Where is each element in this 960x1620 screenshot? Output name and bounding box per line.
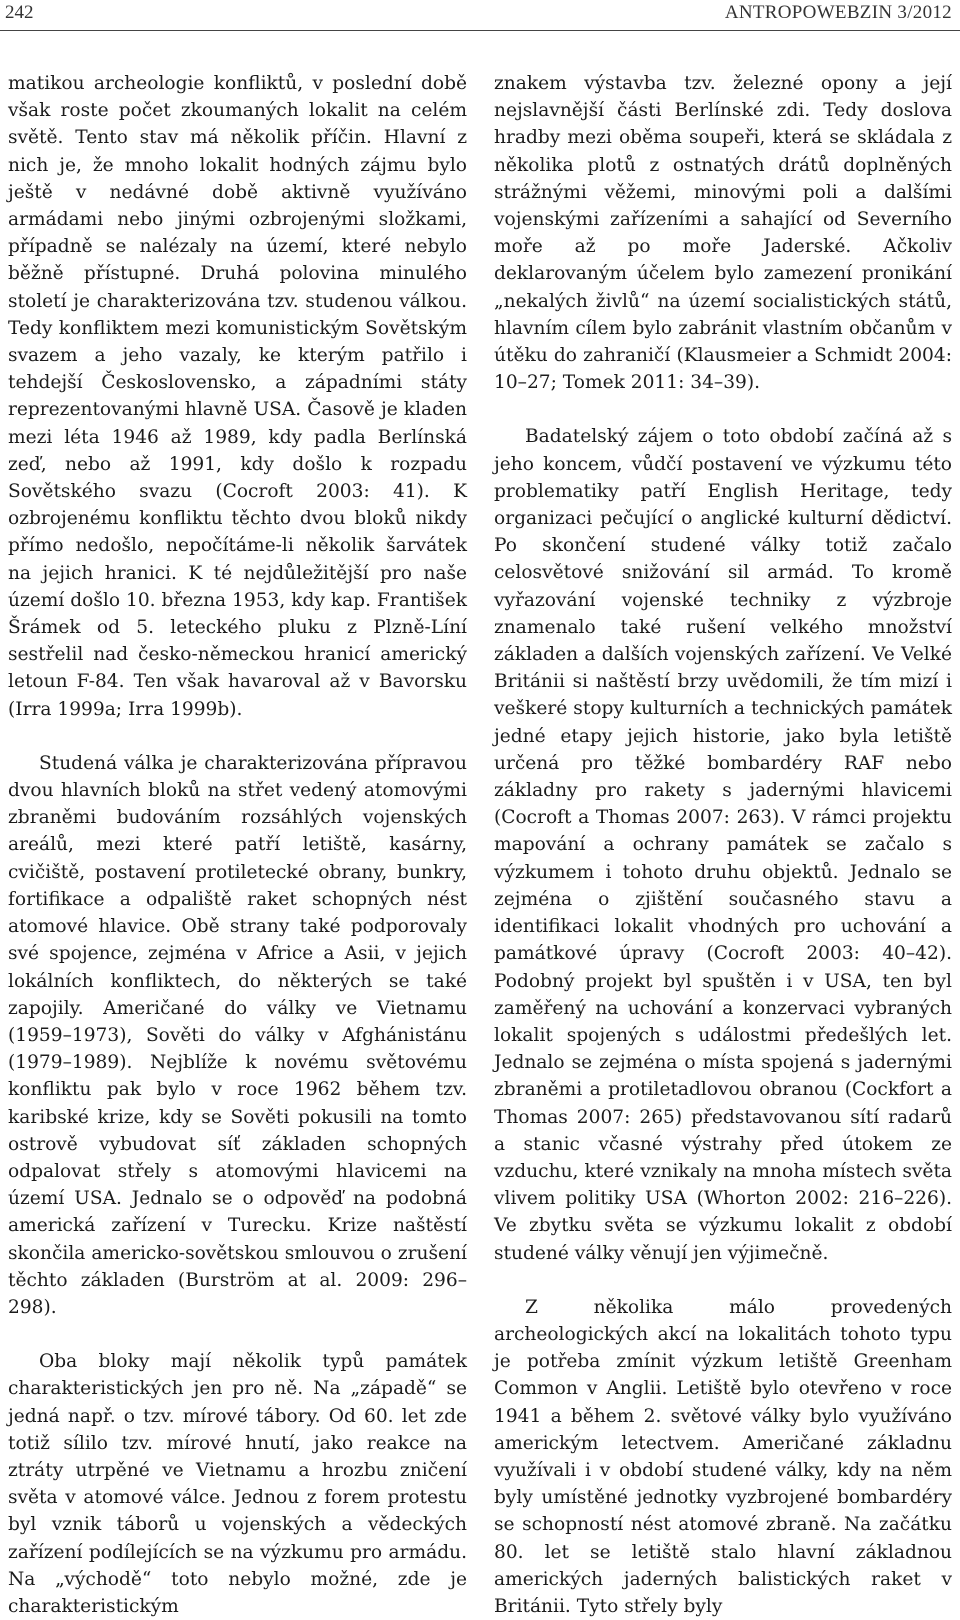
- page-number: 242: [5, 2, 34, 23]
- header-rule: [0, 30, 960, 31]
- left-paragraph-3: Oba bloky mají několik typů památek charakteristických jen pro ně. Na „západě“ se jedná např. o tzv. mírové tábory. Od 60. let zde totiž sílilo tzv. mírové hnutí, jako reakce na ztráty utrpěné ve Vietnamu a hrozbu zničení světa v atomové válce. Jednou z forem protestu byl vznik táborů u vojenských a vědeckých zařízení podílejících se na výzkumu pro armádu. Na „východě“ toto nebylo možné, zde je charakteristickým: [8, 1351, 467, 1617]
- right-paragraph-1: znakem výstavba tzv. železné opony a její nejslavnější části Berlínské zdi. Tedy doslova hradby mezi oběma soupeři, která se skládala z několika plotů z ostnatých drátů doplněných strážnými věžemi, minovými poli a dalšími vojenskými zařízeními a sahající od Severního moře až po moře Jaderské. Ačkoliv deklarovaným účelem bylo zamezení pronikání „nekalých živlů“ na území socialistických států, hlavním cílem bylo zabránit vlastním občanům v útěku do zahraničí (Klausmeier a Schmidt 2004: 10–27; Tomek 2011: 34–39).: [494, 73, 952, 394]
- right-paragraph-2: Badatelský zájem o toto období začíná až s jeho koncem, vůdčí postavení ve výzkumu této problematiky patří English Heritage, tedy organizaci pečující o anglické kulturní dědictví. Po skončení studené války totiž začalo celosvětové snižování sil armád. To kromě vyřazování vojenské techniky z výzbroje znamenalo také rušení velkého množství základen a dalších vojenských zařízení. Ve Velké Británii si naštěstí brzy uvědomili, že tím mizí i veškeré stopy kulturních a technických památek jedné etapy jejich historie, jako byla letiště určená pro těžké bombardéry RAF nebo základny pro rakety s jadernými hlavicemi (Cocroft a Thomas 2007: 263). V rámci projektu mapování a ochrany památek se začalo s výzkumem i tohoto druhu objektů. Jednalo se zejména o zjištění současného stavu a identifikaci lokalit vhodných pro uchování a památkové úpravy (Cocroft 2003: 40–42). Podobný projekt byl spuštěn i v USA, ten byl zaměřený na uchování a konzervaci vybraných lokalit spojených s událostmi předešlých let. Jednalo se zejména o místa spojená s jadernými zbraněmi a protiletadlovou obranou (Cockfort a Thomas 2007: 265) představovanou sítí radarů a stanic včasné výstrahy před útokem ze vzduchu, které vznikaly na mnoha místech světa vlivem politiky USA (Whorton 2002: 216–226). Ve zbytku světa se výzkumu lokalit z období studené války věnují jen výjimečně.: [494, 426, 952, 1264]
- journal-title: ANTROPOWEBZIN 3/2012: [724, 2, 952, 23]
- left-column: [8, 70, 467, 1617]
- left-paragraph-1: matikou archeologie konfliktů, v poslední době však roste počet zkoumaných lokalit na celém světě. Tento stav má několik příčin. Hlavní z nich je, že mnoho lokalit hodných zájmu bylo ještě v nedávné době aktivně využíváno armádami nebo jinými ozbrojenými složkami, případně se nalézaly na území, které nebylo běžně přístupné. Druhá polovina minulého století je charakterizována tzv. studenou válkou. Tedy konfliktem mezi komunistickým Sovětským svazem a jeho vazaly, ke kterým patřilo i tehdejší Československo, a západními státy reprezentovanými hlavně USA. Časově je kladen mezi léta 1946 až 1989, kdy padla Berlínská zeď, nebo až 1991, kdy došlo k rozpadu Sovětského svazu (Cocroft 2003: 41). K ozbrojenému konfliktu těchto dvou bloků nikdy přímo nedošlo, nepočítáme-li několik šarvátek na jejich hranici. K té nejdůležitější pro naše území došlo 10. března 1953, kdy kap. František Šrámek od 5. leteckého pluku z Plzně-Líní sestřelil nad česko-německou hranicí americký letoun F-84. Ten však havaroval až v Bavorsku (Irra 1999a; Irra 1999b).: [8, 73, 467, 720]
- right-paragraph-3: Z několika málo provedených archeologických akcí na lokalitách tohoto typu je potřeba zmínit výzkum letiště Greenham Common v Anglii. Letiště bylo otevřeno v roce 1941 a během 2. světové války bylo využíváno americkým letectvem. Američané základnu využívali i v období studené války, kdy na něm byly umístěné jednotky vyzbrojené bombardéry se schopností nést atomové zbraně. Na začátku 80. let se letiště stalo hlavní základnou amerických jaderných balistických raket v Británii. Tyto střely byly: [494, 1296, 952, 1617]
- right-column: [494, 70, 952, 1617]
- left-paragraph-2: Studená válka je charakterizována přípravou dvou hlavních bloků na střet vedený atomovými zbraněmi budováním rozsáhlých vojenských areálů, mezi které patří letiště, kasárny, cvičiště, postavení protiletecké obrany, bunkry, fortifikace a odpaliště raket schopných nést atomové hlavice. Obě strany také podporovaly své spojence, zejména v Africe a Asii, v jejich lokálních konfliktech, do některých se také zapojily. Američané do války ve Vietnamu (1959–1973), Sověti do války v Afghánistánu (1979–1989). Nejblíže k novému světovému konfliktu pak bylo v roce 1962 během tzv. karibské krize, kdy se Sověti pokusili na tomto ostrově vybudovat síť základen schopných odpalovat střely s atomovými hlavicemi na území USA. Jednalo se o odpověď na podobná americká zařízení v Turecku. Krize naštěstí skončila americko-sovětskou smlouvou o zrušení těchto základen (Burström at al. 2009: 296–298).: [8, 752, 467, 1318]
- page-header: [0, 0, 960, 30]
